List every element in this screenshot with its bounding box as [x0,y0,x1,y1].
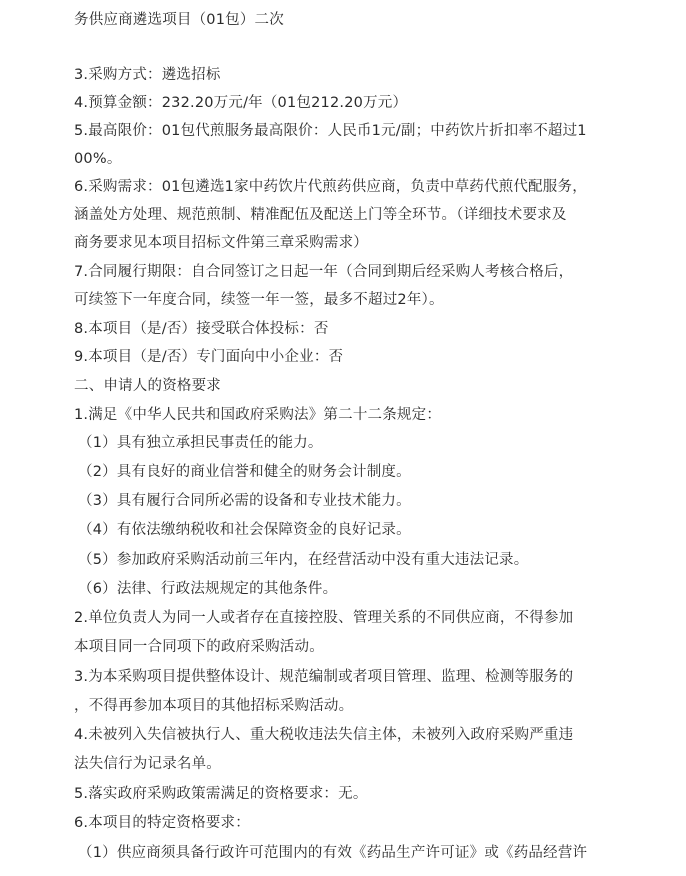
document-line: 4.未被列入失信被执行人、重大税收违法失信主体，未被列入政府采购严重违 [74,727,574,743]
document-line: 4.预算金额：232.20万元/年（01包212.20万元） [74,95,408,111]
document-line: 商务要求见本项目招标文件第三章采购需求） [74,235,368,251]
list-item: （2）具有良好的商业信誉和健全的财务会计制度。 [78,464,411,480]
document-line: 6.采购需求：01包遴选1家中药饮片代煎药供应商，负责中草药代煎代配服务， [74,179,587,195]
list-item: （4）有依法缴纳税收和社会保障资金的良好记录。 [78,522,411,538]
document-line: 5.落实政府采购政策需满足的资格要求：无。 [74,786,368,802]
list-item: （5）参加政府采购活动前三年内，在经营活动中没有重大违法记录。 [78,552,529,568]
document-line: 2.单位负责人为同一人或者存在直接控股、管理关系的不同供应商，不得参加 [74,610,574,626]
document-line: 1.满足《中华人民共和国政府采购法》第二十二条规定： [74,407,442,423]
document-line: 5.最高限价：01包代煎服务最高限价：人民币1元/副；中药饮片折扣率不超过1 [74,123,587,139]
document-line: 00%。 [74,151,122,167]
document-line: 9.本项目（是/否）专门面向中小企业：否 [74,349,344,365]
section-heading: 二、申请人的资格要求 [74,378,221,394]
list-item: （1）具有独立承担民事责任的能力。 [78,435,323,451]
document-line: 6.本项目的特定资格要求： [74,815,250,831]
list-item: （6）法律、行政法规规定的其他条件。 [78,581,338,597]
document-line: 法失信行为记录名单。 [74,756,221,772]
document-line: 本项目同一合同项下的政府采购活动。 [74,639,324,655]
document-line: 务供应商遴选项目（01包）二次 [74,12,284,28]
document-line: 8.本项目（是/否）接受联合体投标：否 [74,321,329,337]
list-item: （3）具有履行合同所必需的设备和专业技术能力。 [78,493,411,509]
document-line: 可续签下一年度合同，续签一年一签，最多不超过2年）。 [74,292,444,308]
list-item: （1）供应商须具备行政许可范围内的有效《药品生产许可证》或《药品经营许 [78,845,588,861]
document-line: 涵盖处方处理、规范煎制、精准配伍及配送上门等全环节。（详细技术要求及 [74,207,567,223]
document-line: 3.为本采购项目提供整体设计、规范编制或者项目管理、监理、检测等服务的 [74,669,574,685]
document-line: ，不得再参加本项目的其他招标采购活动。 [74,698,354,714]
document-line: 3.采购方式：遴选招标 [74,67,221,83]
document-line: 7.合同履行期限：自合同签订之日起一年（合同到期后经采购人考核合格后， [74,264,574,280]
